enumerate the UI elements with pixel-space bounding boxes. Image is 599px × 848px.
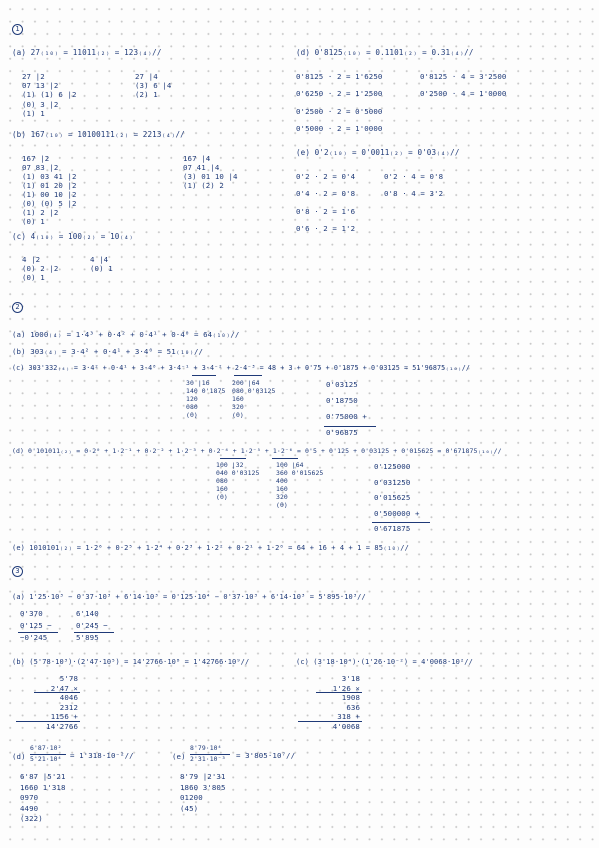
s3-d-label: (d): [12, 752, 26, 761]
section-1-marker: [12, 24, 23, 35]
s2-a-line: (a) 1000₍₄₎ = 1·4³ + 0·4² + 0·4¹ + 0·4⁰ = 64₍₁₀₎//: [12, 330, 240, 339]
s2-c-division-2-line: (0): [232, 411, 244, 419]
s3-d-division-line: 4490: [20, 803, 39, 813]
s3-b-multiplication-line: 2'47 ×: [50, 683, 78, 693]
s2-c-division-2-line: 320: [232, 403, 244, 411]
s1-d-left-steps-line: 0'6250 · 2 = 1'2500: [296, 89, 383, 99]
s2-d-sum-line: 0'500000 +: [374, 508, 420, 518]
s3-e-label: (e): [172, 752, 186, 761]
s2-c-sum-line: 0'96875: [326, 428, 358, 437]
s1-c-division-1-line: (0) 1: [22, 273, 45, 282]
s3-a-line: (a) 1'25·10³ − 0'37·10³ + 6'14·10³ = 0'125·10⁴ − 0'37·10³ + 6'14·10³ = 5'895·10³//: [12, 593, 366, 601]
s3-c-multiplication-line: 318 +: [337, 712, 360, 721]
s2-c-brace-2: [234, 375, 262, 376]
s3-d-division-line: 6'87 |5'21: [20, 772, 66, 781]
s2-c-sum-line: 0'18750: [326, 396, 358, 405]
s2-c-division-1-line: 080: [186, 403, 198, 411]
s2-d-sum-line: 0'015625: [374, 493, 411, 502]
s3-a-subtraction-2-line: 0'245 −: [76, 621, 108, 630]
s3-e-division-line: 1860 3'805: [180, 782, 226, 792]
s1-a-division-2-line: 27 |4: [135, 72, 158, 81]
s1-b-division-1-line: (0) (0) 5 |2: [22, 199, 77, 208]
s3-d-result: = 1'318·10⁻²//: [70, 751, 134, 760]
s1-e-title: (e) 0'2₍₁₀₎ = 0'0011₍₂₎ = 0'03₍₄₎//: [296, 148, 460, 157]
s2-e-line: (e) 1010101₍₂₎ = 1·2⁶ + 0·2⁵ + 1·2⁴ + 0·2³ + 1·2² + 0·2¹ + 1·2⁰ = 64 + 16 + 4 + 1 = 85₍₁₀₎//: [12, 544, 409, 552]
s3-c-mult-line-2: [298, 721, 362, 722]
s3-e-denominator: 2'31·10⁻³: [190, 755, 226, 763]
s1-e-left-steps-line: 0'6 · 2 = 1'2: [296, 223, 356, 233]
s2-c-division-2-line: 080 0'03125: [232, 387, 276, 395]
s2-d-division-2-line: 160: [276, 485, 288, 493]
section-1-number: 1: [15, 25, 20, 33]
s1-c-division-1-line: 4 |2: [22, 255, 41, 264]
s1-b-division-1-line: 07 83 |2: [22, 163, 59, 172]
s1-e-right-steps-line: 0'8 · 4 = 3'2: [384, 189, 444, 199]
s1-b-division-1-line: (1) 03 41 |2: [22, 172, 77, 181]
s2-c-division-1-line: 120: [186, 395, 198, 403]
s2-d-division-1-line: 160: [216, 485, 228, 493]
s1-a-division-1-line: 07 13 |2: [22, 81, 59, 91]
s3-c-multiplication-line: 636: [346, 702, 360, 712]
s1-a-division-1-line: (0) 3 |2: [22, 99, 59, 109]
section-2-number: 2: [15, 303, 20, 311]
s3-e-division-line: 8'79 |2'31: [180, 772, 226, 781]
s1-d-left-steps-line: 0'5000 · 2 = 1'0000: [296, 123, 383, 133]
s1-d-right-steps-line: 0'2500 · 4 = 1'0000: [420, 89, 507, 99]
s3-e-division-line: 01200: [180, 793, 203, 802]
s2-d-brace-2: [272, 458, 298, 459]
s3-c-mult-line-1: [316, 692, 362, 693]
s2-c-division-1-line: (0): [186, 411, 198, 419]
s2-d-division-2-line: (0): [276, 501, 288, 509]
s1-a-division-2-line: (3) 6 |4: [135, 81, 172, 91]
s2-c-line: (c) 303'332₍₄₎ = 3·4² + 0·4¹ + 3·4⁰ + 3·4⁻¹ + 3·4⁻² + 2·4⁻³ = 48 + 3 + 0'75 + 0'1875 + 0'03125 = 51'96875₍₁₀₎//: [12, 364, 471, 372]
section-3-number: 3: [15, 567, 20, 575]
s3-d-numerator: 6'87·10²: [30, 744, 62, 752]
s2-d-sum-line: [372, 522, 430, 523]
s1-e-left-steps-line: 0'8 · 2 = 1'6: [296, 206, 356, 216]
s3-d-division-line: (322): [20, 814, 43, 823]
s3-d-denominator: 5'21·10⁴: [30, 755, 62, 763]
s2-b-line: (b) 303₍₄₎ = 3·4² + 0·4¹ + 3·4⁰ = 51₍₁₀₎//: [12, 347, 204, 356]
s3-a-subtraction-1-line: 0'370: [20, 609, 43, 618]
s3-e-result: = 3'805·10⁷//: [236, 751, 296, 760]
s2-d-division-1-line: (0): [216, 493, 228, 501]
s3-b-multiplication-line: 5'78: [59, 674, 78, 683]
s2-c-brace-1: [192, 375, 216, 376]
s3-e-division-line: (45): [180, 803, 199, 813]
s2-c-division-2-line: 200 |64: [232, 379, 260, 387]
s3-c-multiplication-line: 1908: [341, 693, 360, 702]
s2-c-sum-line: 0'03125: [326, 380, 358, 389]
s2-d-division-2-line: 320: [276, 493, 288, 501]
s1-b-division-1-line: (1) 2 |2: [22, 208, 59, 217]
s1-a-title: (a) 27₍₁₀₎ = 11011₍₂₎ = 123₍₄₎//: [12, 48, 162, 57]
s2-d-sum-line: 0'031250: [374, 477, 411, 487]
s3-c-multiplication-line: 1'26 ×: [332, 683, 360, 693]
s2-d-sum-line: 0'671875: [374, 524, 411, 533]
s1-e-left-steps-line: 0'4 · 2 = 0'8: [296, 189, 356, 199]
s1-b-division-1-line: (1) 01 20 |2: [22, 181, 77, 190]
s2-d-line: (d) 0'101011₍₂₎ = 0·2⁰ + 1·2⁻¹ + 0·2⁻² + 1·2⁻³ + 0·2⁻⁴ + 1·2⁻⁵ + 1·2⁻⁶ = 0'5 + 0'125 + 0'03125 + 0'015625 = 0'671875₍₁₀₎//: [12, 447, 502, 455]
s2-d-division-2-line: 100 |64: [276, 461, 304, 469]
s3-e-numerator: 8'79·10⁴: [190, 744, 222, 752]
s1-b-division-1-line: (0) 1: [22, 217, 45, 226]
s2-d-brace-1: [220, 458, 246, 459]
s3-b-multiplication-line: 2312: [59, 702, 78, 712]
s2-c-sum-line: [324, 426, 376, 427]
s2-d-sum-line: 0'125000: [374, 462, 411, 471]
s2-c-division-1-line: 140 0'1875: [186, 387, 226, 395]
s1-b-title: (b) 167₍₁₀₎ = 10100111₍₂₎ = 2213₍₄₎//: [12, 130, 185, 139]
s2-d-division-1-line: 080: [216, 477, 228, 485]
s1-c-division-1-line: (0) 2 |2: [22, 264, 59, 273]
s1-b-division-2-line: (1) (2) 2: [183, 181, 224, 190]
section-3-marker: [12, 566, 23, 577]
section-2-marker: [12, 302, 23, 313]
s1-a-division-1-line: (1) 1: [22, 108, 45, 118]
s2-c-division-1-line: 30 |16: [186, 379, 210, 387]
s3-b-multiplication-line: 14'2766: [46, 721, 78, 731]
s3-c-multiplication-line: 3'18: [341, 674, 360, 683]
s2-c-division-2-line: 160: [232, 395, 244, 403]
s3-b-mult-line-2: [16, 721, 80, 722]
s1-b-division-2-line: 167 |4: [183, 154, 211, 163]
s3-a-sub1-line: [18, 632, 58, 633]
s2-d-division-2-line: 400: [276, 477, 288, 485]
s1-d-left-steps-line: 0'2500 · 2 = 0'5000: [296, 106, 383, 116]
s3-c-line: (c) (3'18·10⁴)·(1'26·10⁻²) = 4'0068·10²//: [296, 658, 473, 666]
s2-d-division-1-line: 040 0'03125: [216, 469, 260, 477]
s3-a-subtraction-1-line: 0'125 −: [20, 621, 52, 630]
s3-d-division-line: 1660 1'318: [20, 782, 66, 792]
s1-c-division-2-line: (0) 1: [90, 264, 113, 273]
s3-d-division-line: 0970: [20, 793, 39, 802]
s1-c-title: (c) 4₍₁₀₎ = 100₍₂₎ = 10₍₄₎: [12, 232, 134, 241]
s1-b-division-2-line: (3) 01 10 |4: [183, 172, 238, 181]
s3-b-multiplication-line: 1156 +: [50, 712, 78, 721]
s1-d-title: (d) 0'8125₍₁₀₎ = 0.1101₍₂₎ = 0.31₍₄₎//: [296, 48, 474, 57]
s3-a-subtraction-2-line: 6'140: [76, 609, 99, 618]
s1-d-right-steps-line: 0'8125 · 4 = 3'2500: [420, 72, 507, 81]
s1-e-right-steps-line: 0'2 · 4 = 0'8: [384, 172, 444, 181]
s3-b-mult-line-1: [34, 692, 80, 693]
s2-c-sum-line: 0'75000 +: [326, 412, 367, 421]
s1-e-left-steps-line: 0'2 · 2 = 0'4: [296, 172, 356, 181]
s1-a-division-1-line: 27 |2: [22, 72, 45, 81]
s3-c-multiplication-line: 4'0068: [332, 721, 360, 731]
s1-b-division-2-line: 07 41 |4: [183, 163, 220, 172]
s1-c-division-2-line: 4 |4: [90, 255, 109, 264]
s3-a-sub2-line: [74, 632, 114, 633]
s3-b-line: (b) (5'78·10³)·(2'47·10⁵) = 14'2766·10⁸ = 1'42766·10⁹//: [12, 658, 250, 666]
s3-a-subtraction-1-line: −0'245: [20, 633, 48, 642]
s3-a-subtraction-2-line: 5'895: [76, 633, 99, 642]
s1-a-division-2-line: (2) 1: [135, 90, 158, 100]
s1-b-division-1-line: (1) 00 10 |2: [22, 190, 77, 199]
s3-b-multiplication-line: 4046: [59, 693, 78, 702]
s2-d-division-2-line: 360 0'015625: [276, 469, 324, 477]
s1-d-left-steps-line: 0'8125 · 2 = 1'6250: [296, 72, 383, 81]
s1-b-division-1-line: 167 |2: [22, 154, 50, 163]
s2-d-division-1-line: 100 |32: [216, 461, 244, 469]
s1-a-division-1-line: (1) (1) 6 |2: [22, 90, 77, 100]
